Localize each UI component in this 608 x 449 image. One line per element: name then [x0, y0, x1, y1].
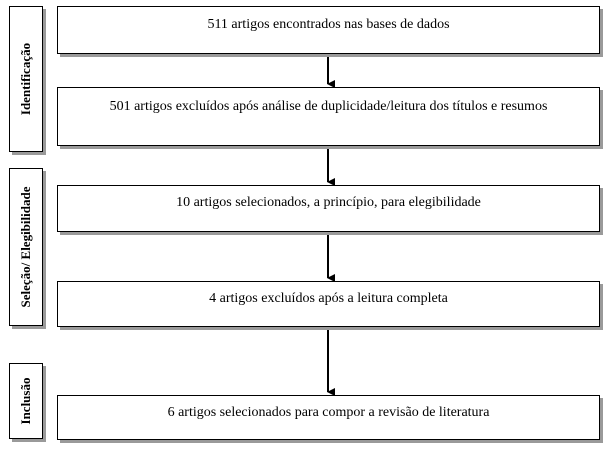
stage-label-text: Seleção/ Elegibilidade — [18, 186, 33, 308]
box-text: 501 artigos excluídos após análise de duplicidade/leitura dos títulos e resumos — [109, 99, 548, 114]
box-text: 511 artigos encontrados nas bases de dados — [207, 17, 450, 32]
box-text: 6 artigos selecionados para compor a revisão de literatura — [167, 405, 490, 420]
stage-label-text: Inclusão — [18, 377, 33, 425]
box-text: 4 artigos excluídos após a leitura completa — [209, 291, 448, 306]
box-text: 10 artigos selecionados, a princípio, para elegibilidade — [176, 195, 481, 210]
stage-label-text: Identificação — [18, 42, 33, 116]
